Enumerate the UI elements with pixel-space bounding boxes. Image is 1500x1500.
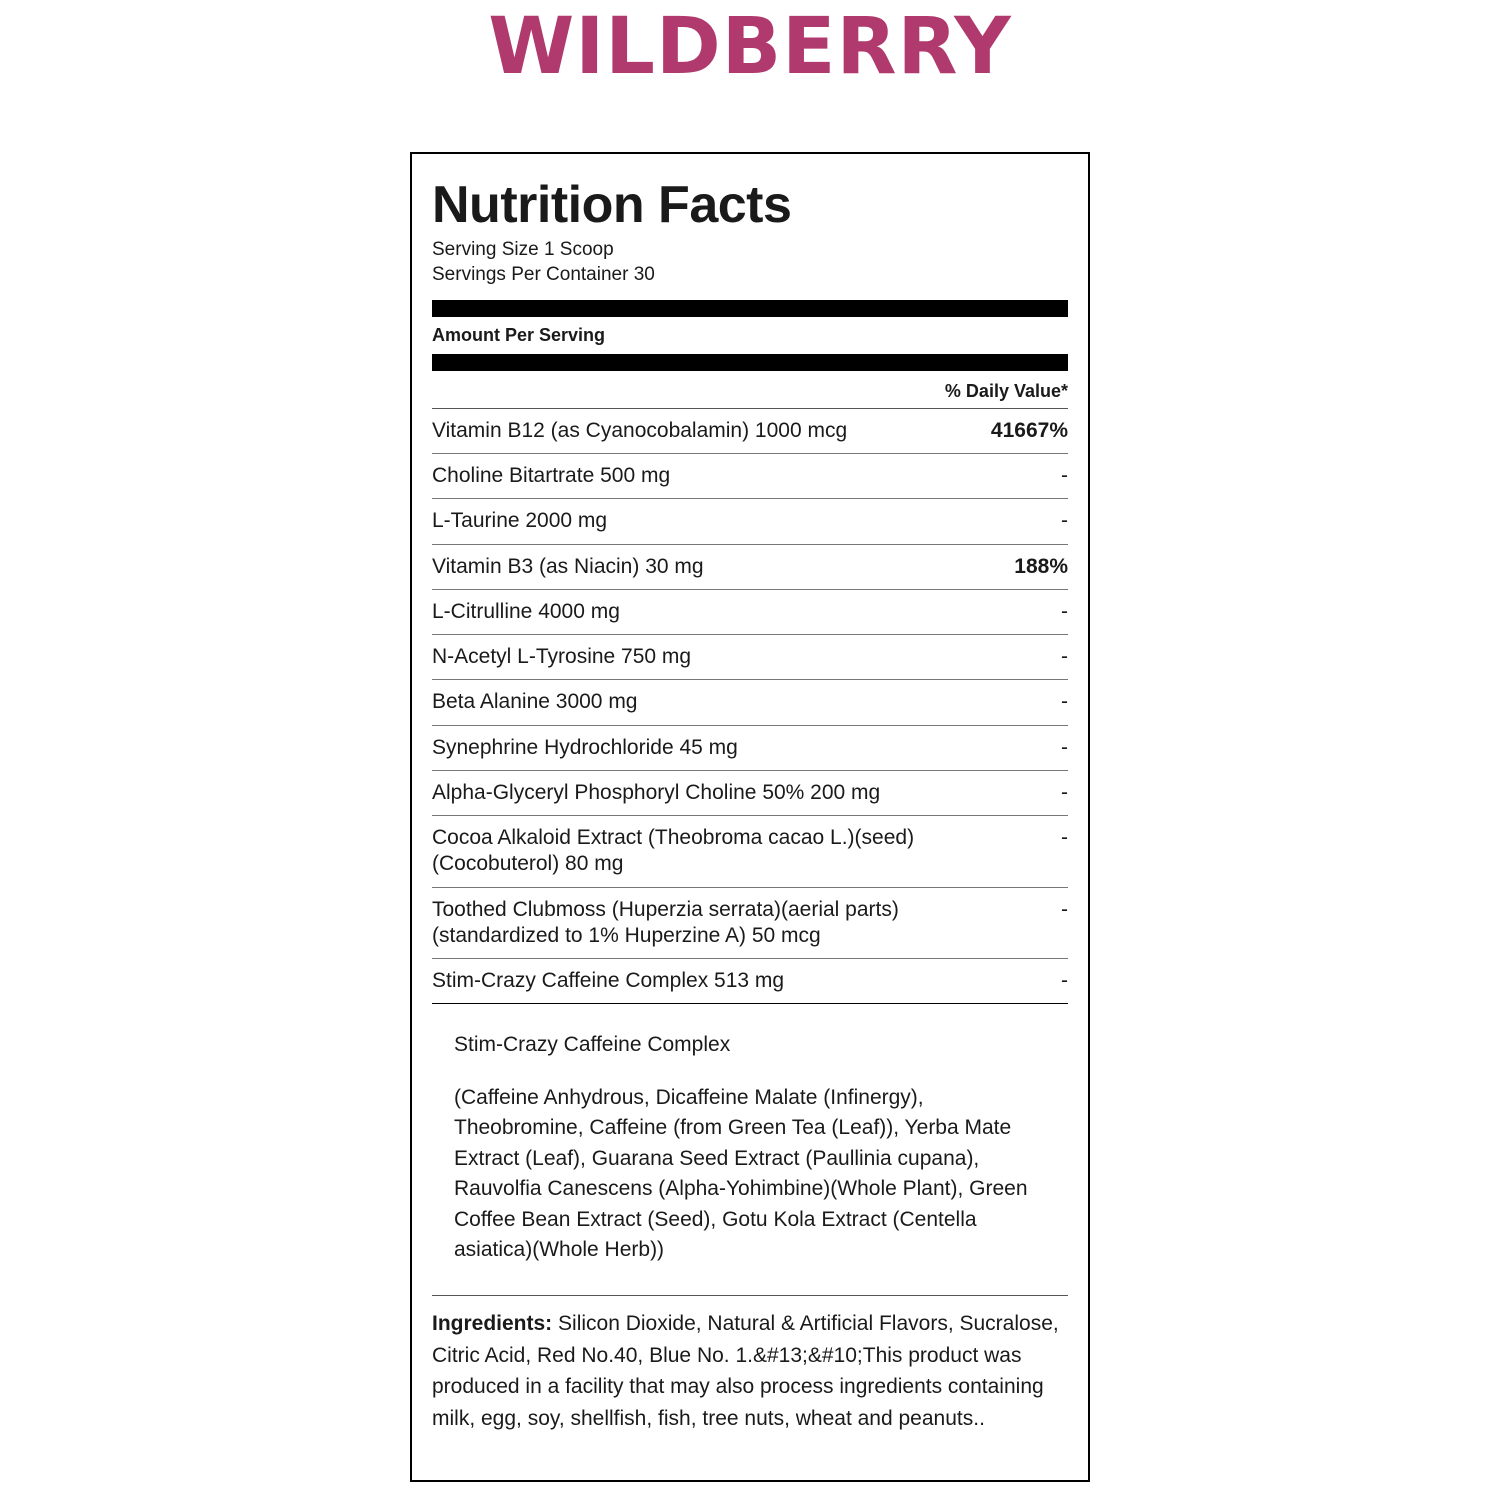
nutrient-daily-value: - [991, 589, 1068, 634]
nutrition-facts-heading: Nutrition Facts [432, 176, 792, 234]
nutrient-table [432, 409, 1068, 1005]
ingredients-label: Ingredients: [432, 1312, 553, 1336]
nutrient-daily-value: 41667% [991, 409, 1068, 454]
servings-per-container: Servings Per Container 30 [432, 264, 655, 286]
nutrient-name: Vitamin B12 (as Cyanocobalamin) 1000 mcg [432, 409, 991, 454]
nutrition-facts-panel [410, 152, 1090, 1482]
nutrient-name: Cocoa Alkaloid Extract (Theobroma cacao L.)(seed) (Cocobuterol) 80 mg [432, 816, 991, 888]
nutrient-row [432, 770, 1068, 815]
nutrient-daily-value: - [991, 887, 1068, 959]
nutrient-name: N-Acetyl L-Tyrosine 750 mg [432, 635, 991, 680]
nutrient-daily-value: - [991, 635, 1068, 680]
caffeine-complex-body: (Caffeine Anhydrous, Dicaffeine Malate (Infinergy), Theobromine, Caffeine (from Green Tea (Leaf)), Yerba Mate Extract (Leaf), Guarana Seed Extract (Paullinia cupana), Rauvolfia Canescens (Alpha-Yohimbine)(Whole Plant), Green Coffee Bean Extract (Seed), Gotu Kola Extract (Centella asiatica)(Whole Herb)) [454, 1085, 1028, 1261]
nutrient-name: Synephrine Hydrochloride 45 mg [432, 725, 991, 770]
nutrient-name: Beta Alanine 3000 mg [432, 680, 991, 725]
nutrient-name: Vitamin B3 (as Niacin) 30 mg [432, 544, 991, 589]
nutrient-daily-value: 188% [991, 544, 1068, 589]
nutrient-row [432, 499, 1068, 544]
nutrient-row [432, 635, 1068, 680]
nutrient-row [432, 816, 1068, 888]
nutrient-row [432, 544, 1068, 589]
ingredients-text: Silicon Dioxide, Natural & Artificial Flavors, Sucralose, Citric Acid, Red No.40, Blue No. 1.&#13;&#10;This product was produced in a facility that may also process ingredients containing milk, egg, soy, shellfish, fish, tree nuts, wheat and peanuts.. [432, 1312, 1059, 1430]
nutrient-row [432, 887, 1068, 959]
daily-value-header: % Daily Value* [432, 371, 1068, 409]
nutrient-name: Toothed Clubmoss (Huperzia serrata)(aerial parts) (standardized to 1% Huperzine A) 50 mcg [432, 887, 991, 959]
nutrient-row [432, 680, 1068, 725]
amount-per-serving-label: Amount Per Serving [432, 324, 606, 345]
nutrient-name: Stim-Crazy Caffeine Complex 513 mg [432, 959, 991, 1004]
nutrient-name: Alpha-Glyceryl Phosphoryl Choline 50% 200 mg [432, 770, 991, 815]
caffeine-complex-title: Stim-Crazy Caffeine Complex [454, 1033, 731, 1057]
nutrient-daily-value: - [991, 816, 1068, 888]
nutrient-row [432, 589, 1068, 634]
nutrient-row [432, 959, 1068, 1004]
nutrient-daily-value: - [991, 725, 1068, 770]
nutrient-name: L-Citrulline 4000 mg [432, 589, 991, 634]
nutrient-row [432, 725, 1068, 770]
caffeine-complex-block [432, 1004, 1068, 1271]
nutrient-daily-value: - [991, 770, 1068, 815]
nutrient-row [432, 454, 1068, 499]
ingredients-section [432, 1296, 1068, 1434]
nutrient-daily-value: - [991, 499, 1068, 544]
nutrient-name: L-Taurine 2000 mg [432, 499, 991, 544]
divider-bar-bottom [432, 354, 1068, 371]
flavor-title: WILDBERRY [488, 2, 1012, 92]
divider-bar-top [432, 300, 1068, 317]
nutrient-row [432, 409, 1068, 454]
nutrient-name: Choline Bitartrate 500 mg [432, 454, 991, 499]
nutrient-daily-value: - [991, 959, 1068, 1004]
nutrient-daily-value: - [991, 454, 1068, 499]
serving-size: Serving Size 1 Scoop [432, 238, 614, 260]
nutrient-daily-value: - [991, 680, 1068, 725]
